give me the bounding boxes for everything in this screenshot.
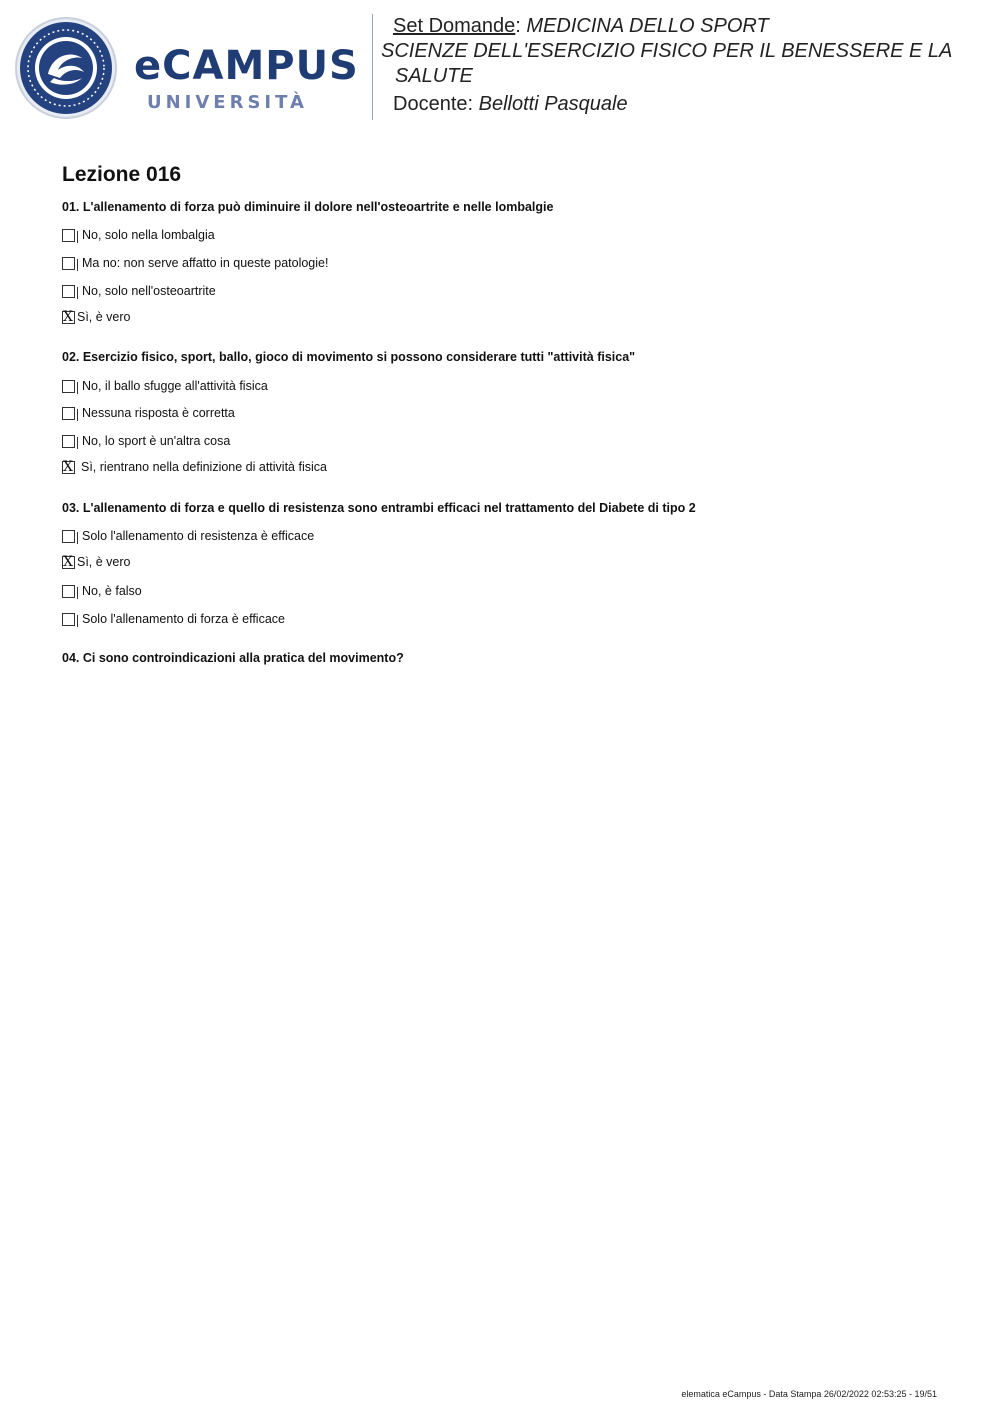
checkbox[interactable] [62,407,75,420]
answer-text: No, lo sport è un'altra cosa [82,434,231,448]
checkbox-divider [77,587,78,599]
question-3: 03. L'allenamento di forza e quello di resistenza sono entrambi efficaci nel trattamento del Diabete di tipo 2 [62,501,696,515]
answer-option[interactable] [62,582,142,600]
checkbox-divider [77,231,78,243]
answer-option[interactable] [62,527,314,545]
university-seal-icon [14,16,118,120]
answer-option[interactable] [62,404,235,422]
ecampus-logo [14,16,359,120]
course-line-2: SALUTE [395,65,473,87]
checkbox[interactable] [62,380,75,393]
brand-name: eCAMPUS [134,43,359,89]
checked-checkbox[interactable] [62,556,75,569]
answer-text: No, è falso [82,584,142,598]
checkbox[interactable] [62,585,75,598]
answer-option[interactable] [62,282,216,300]
checkbox-divider [77,437,78,449]
answer-option[interactable] [62,377,268,395]
checkbox-divider [77,287,78,299]
set-line [381,14,981,39]
question-2: 02. Esercizio fisico, sport, ballo, gioco di movimento si possono considerare tutti "attività fisica" [62,350,636,364]
answer-text: No, solo nell'osteoartrite [82,284,216,298]
answer-option[interactable] [62,226,215,244]
answer-text: Sì, è vero [77,555,131,569]
set-label: Set Domande [393,15,516,37]
document-header [381,14,981,117]
header-divider [372,14,373,120]
answer-text: Sì, è vero [77,310,131,324]
answer-text: No, solo nella lombalgia [82,228,215,242]
set-title: MEDICINA DELLO SPORT [526,15,769,37]
answer-text: Solo l'allenamento di resistenza è efficace [82,529,315,543]
answer-option[interactable] [62,254,328,272]
checkbox[interactable] [62,257,75,270]
answer-option-selected[interactable] [62,553,131,571]
answer-option[interactable] [62,610,285,628]
course-line-1: SCIENZE DELL'ESERCIZIO FISICO PER IL BENESSERE E LA [381,40,953,62]
set-colon: : [515,15,521,37]
checkbox[interactable] [62,229,75,242]
checkbox[interactable] [62,285,75,298]
answer-text: No, il ballo sfugge all'attività fisica [82,379,268,393]
checked-checkbox[interactable] [62,461,75,474]
answer-text: Sì, rientrano nella definizione di attività fisica [81,460,327,474]
print-footer: elematica eCampus - Data Stampa 26/02/2022 02:53:25 - 19/51 [681,1389,937,1399]
checkbox[interactable] [62,435,75,448]
answer-text: Solo l'allenamento di forza è efficace [82,612,285,626]
checkbox-divider [77,259,78,271]
checkbox-divider [77,532,78,544]
question-1: 01. L'allenamento di forza può diminuire il dolore nell'osteoartrite e nelle lombalgie [62,200,554,214]
answer-text: Ma no: non serve affatto in queste patologie! [82,256,329,270]
answer-option-selected[interactable] [62,458,327,476]
checkbox[interactable] [62,613,75,626]
answer-option[interactable] [62,432,230,450]
checkbox[interactable] [62,530,75,543]
question-4: 04. Ci sono controindicazioni alla pratica del movimento? [62,651,404,665]
checkbox-divider [77,382,78,394]
brand-subtitle: UNIVERSITÀ [147,92,308,113]
checked-checkbox[interactable] [62,311,75,324]
docente-label: Docente: [393,93,474,115]
checkbox-divider [77,615,78,627]
answer-option-selected[interactable] [62,308,131,326]
docente-name: Bellotti Pasquale [478,93,628,115]
answer-text: Nessuna risposta è corretta [82,406,235,420]
lesson-title: Lezione 016 [62,163,182,186]
checkbox-divider [77,409,78,421]
docente-line [381,92,981,117]
